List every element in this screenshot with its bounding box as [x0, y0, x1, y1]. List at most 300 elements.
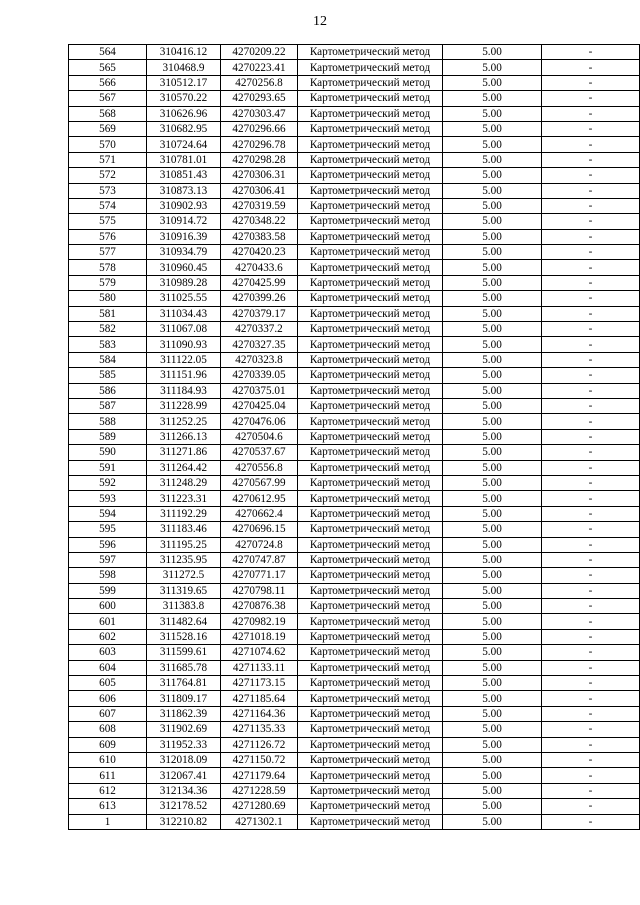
method-cell: Картометрический метод: [298, 522, 443, 537]
method-cell: Картометрический метод: [298, 645, 443, 660]
method-cell: Картометрический метод: [298, 183, 443, 198]
y-coordinate-cell: 4270383.58: [221, 229, 298, 244]
x-coordinate-cell: 311482.64: [147, 614, 221, 629]
point-number-cell: 573: [69, 183, 147, 198]
table-row: [69, 460, 640, 475]
note-cell: -: [542, 629, 640, 644]
table-row: [69, 799, 640, 814]
note-cell: -: [542, 137, 640, 152]
y-coordinate-cell: 4271185.64: [221, 691, 298, 706]
method-cell: Картометрический метод: [298, 660, 443, 675]
y-coordinate-cell: 4270612.95: [221, 491, 298, 506]
y-coordinate-cell: 4270476.06: [221, 414, 298, 429]
method-cell: Картометрический метод: [298, 629, 443, 644]
x-coordinate-cell: 311195.25: [147, 537, 221, 552]
note-cell: -: [542, 460, 640, 475]
x-coordinate-cell: 310781.01: [147, 152, 221, 167]
accuracy-cell: 5.00: [443, 737, 542, 752]
point-number-cell: 566: [69, 75, 147, 90]
point-number-cell: 584: [69, 352, 147, 367]
note-cell: -: [542, 152, 640, 167]
table-row: [69, 783, 640, 798]
accuracy-cell: 5.00: [443, 429, 542, 444]
table-row: [69, 291, 640, 306]
accuracy-cell: 5.00: [443, 691, 542, 706]
table-row: [69, 645, 640, 660]
y-coordinate-cell: 4270319.59: [221, 198, 298, 213]
method-cell: Картометрический метод: [298, 245, 443, 260]
y-coordinate-cell: 4270724.8: [221, 537, 298, 552]
accuracy-cell: 5.00: [443, 537, 542, 552]
accuracy-cell: 5.00: [443, 398, 542, 413]
table-row: [69, 398, 640, 413]
table-row: [69, 275, 640, 290]
y-coordinate-cell: 4270798.11: [221, 583, 298, 598]
point-number-cell: 574: [69, 198, 147, 213]
note-cell: -: [542, 414, 640, 429]
note-cell: -: [542, 75, 640, 90]
point-number-cell: 612: [69, 783, 147, 798]
note-cell: -: [542, 768, 640, 783]
table-row: [69, 106, 640, 121]
x-coordinate-cell: 311952.33: [147, 737, 221, 752]
accuracy-cell: 5.00: [443, 245, 542, 260]
y-coordinate-cell: 4270323.8: [221, 352, 298, 367]
x-coordinate-cell: 311862.39: [147, 706, 221, 721]
accuracy-cell: 5.00: [443, 106, 542, 121]
x-coordinate-cell: 312134.36: [147, 783, 221, 798]
method-cell: Картометрический метод: [298, 506, 443, 521]
y-coordinate-cell: 4271150.72: [221, 752, 298, 767]
method-cell: Картометрический метод: [298, 414, 443, 429]
x-coordinate-cell: 310916.39: [147, 229, 221, 244]
table-row: [69, 45, 640, 60]
y-coordinate-cell: 4271173.15: [221, 676, 298, 691]
note-cell: -: [542, 352, 640, 367]
y-coordinate-cell: 4271302.1: [221, 814, 298, 829]
y-coordinate-cell: 4270375.01: [221, 383, 298, 398]
point-number-cell: 564: [69, 45, 147, 60]
x-coordinate-cell: 311319.65: [147, 583, 221, 598]
note-cell: -: [542, 676, 640, 691]
table-row: [69, 722, 640, 737]
accuracy-cell: 5.00: [443, 552, 542, 567]
accuracy-cell: 5.00: [443, 460, 542, 475]
table-row: [69, 352, 640, 367]
note-cell: -: [542, 121, 640, 136]
accuracy-cell: 5.00: [443, 676, 542, 691]
x-coordinate-cell: 312210.82: [147, 814, 221, 829]
note-cell: -: [542, 168, 640, 183]
table-row: [69, 583, 640, 598]
method-cell: Картометрический метод: [298, 260, 443, 275]
point-number-cell: 1: [69, 814, 147, 829]
y-coordinate-cell: 4271280.69: [221, 799, 298, 814]
point-number-cell: 580: [69, 291, 147, 306]
note-cell: -: [542, 429, 640, 444]
x-coordinate-cell: 312018.09: [147, 752, 221, 767]
y-coordinate-cell: 4270420.23: [221, 245, 298, 260]
x-coordinate-cell: 310416.12: [147, 45, 221, 60]
accuracy-cell: 5.00: [443, 768, 542, 783]
accuracy-cell: 5.00: [443, 706, 542, 721]
y-coordinate-cell: 4271228.59: [221, 783, 298, 798]
point-number-cell: 594: [69, 506, 147, 521]
accuracy-cell: 5.00: [443, 368, 542, 383]
table-row: [69, 260, 640, 275]
point-number-cell: 578: [69, 260, 147, 275]
accuracy-cell: 5.00: [443, 137, 542, 152]
note-cell: -: [542, 506, 640, 521]
method-cell: Картометрический метод: [298, 691, 443, 706]
method-cell: Картометрический метод: [298, 291, 443, 306]
x-coordinate-cell: 310570.22: [147, 91, 221, 106]
accuracy-cell: 5.00: [443, 291, 542, 306]
y-coordinate-cell: 4270306.31: [221, 168, 298, 183]
method-cell: Картометрический метод: [298, 198, 443, 213]
x-coordinate-cell: 311151.96: [147, 368, 221, 383]
method-cell: Картометрический метод: [298, 214, 443, 229]
accuracy-cell: 5.00: [443, 629, 542, 644]
x-coordinate-cell: 311067.08: [147, 322, 221, 337]
x-coordinate-cell: 311090.93: [147, 337, 221, 352]
method-cell: Картометрический метод: [298, 275, 443, 290]
note-cell: -: [542, 260, 640, 275]
x-coordinate-cell: 311228.99: [147, 398, 221, 413]
method-cell: Картометрический метод: [298, 337, 443, 352]
point-number-cell: 600: [69, 599, 147, 614]
note-cell: -: [542, 106, 640, 121]
note-cell: -: [542, 45, 640, 60]
accuracy-cell: 5.00: [443, 275, 542, 290]
note-cell: -: [542, 398, 640, 413]
table-row: [69, 660, 640, 675]
x-coordinate-cell: 311192.29: [147, 506, 221, 521]
y-coordinate-cell: 4271018.19: [221, 629, 298, 644]
x-coordinate-cell: 311685.78: [147, 660, 221, 675]
method-cell: Картометрический метод: [298, 460, 443, 475]
x-coordinate-cell: 310724.64: [147, 137, 221, 152]
y-coordinate-cell: 4270256.8: [221, 75, 298, 90]
note-cell: -: [542, 783, 640, 798]
accuracy-cell: 5.00: [443, 491, 542, 506]
y-coordinate-cell: 4270293.65: [221, 91, 298, 106]
x-coordinate-cell: 311902.69: [147, 722, 221, 737]
point-number-cell: 597: [69, 552, 147, 567]
point-number-cell: 587: [69, 398, 147, 413]
method-cell: Картометрический метод: [298, 45, 443, 60]
table-row: [69, 599, 640, 614]
x-coordinate-cell: 311122.05: [147, 352, 221, 367]
accuracy-cell: 5.00: [443, 475, 542, 490]
x-coordinate-cell: 311266.13: [147, 429, 221, 444]
note-cell: -: [542, 214, 640, 229]
method-cell: Картометрический метод: [298, 121, 443, 136]
accuracy-cell: 5.00: [443, 337, 542, 352]
point-number-cell: 592: [69, 475, 147, 490]
method-cell: Картометрический метод: [298, 491, 443, 506]
accuracy-cell: 5.00: [443, 229, 542, 244]
point-number-cell: 589: [69, 429, 147, 444]
note-cell: -: [542, 522, 640, 537]
table-row: [69, 614, 640, 629]
point-number-cell: 571: [69, 152, 147, 167]
y-coordinate-cell: 4270556.8: [221, 460, 298, 475]
method-cell: Картометрический метод: [298, 60, 443, 75]
coordinates-table: [68, 44, 640, 830]
point-number-cell: 607: [69, 706, 147, 721]
table-row: [69, 522, 640, 537]
accuracy-cell: 5.00: [443, 60, 542, 75]
y-coordinate-cell: 4270567.99: [221, 475, 298, 490]
accuracy-cell: 5.00: [443, 799, 542, 814]
y-coordinate-cell: 4271133.11: [221, 660, 298, 675]
point-number-cell: 603: [69, 645, 147, 660]
table-row: [69, 368, 640, 383]
accuracy-cell: 5.00: [443, 614, 542, 629]
note-cell: -: [542, 198, 640, 213]
table-row: [69, 676, 640, 691]
x-coordinate-cell: 311528.16: [147, 629, 221, 644]
y-coordinate-cell: 4270662.4: [221, 506, 298, 521]
point-number-cell: 565: [69, 60, 147, 75]
y-coordinate-cell: 4271126.72: [221, 737, 298, 752]
x-coordinate-cell: 311272.5: [147, 568, 221, 583]
x-coordinate-cell: 310902.93: [147, 198, 221, 213]
note-cell: -: [542, 645, 640, 660]
note-cell: -: [542, 368, 640, 383]
point-number-cell: 585: [69, 368, 147, 383]
x-coordinate-cell: 311264.42: [147, 460, 221, 475]
accuracy-cell: 5.00: [443, 75, 542, 90]
y-coordinate-cell: 4270296.78: [221, 137, 298, 152]
y-coordinate-cell: 4270537.67: [221, 445, 298, 460]
point-number-cell: 602: [69, 629, 147, 644]
accuracy-cell: 5.00: [443, 306, 542, 321]
y-coordinate-cell: 4270298.28: [221, 152, 298, 167]
table-row: [69, 245, 640, 260]
note-cell: -: [542, 537, 640, 552]
x-coordinate-cell: 310468.9: [147, 60, 221, 75]
y-coordinate-cell: 4270209.22: [221, 45, 298, 60]
note-cell: -: [542, 245, 640, 260]
table-row: [69, 168, 640, 183]
accuracy-cell: 5.00: [443, 783, 542, 798]
y-coordinate-cell: 4270876.38: [221, 599, 298, 614]
table-row: [69, 322, 640, 337]
table-row: [69, 429, 640, 444]
y-coordinate-cell: 4270747.87: [221, 552, 298, 567]
accuracy-cell: 5.00: [443, 121, 542, 136]
table-row: [69, 183, 640, 198]
point-number-cell: 588: [69, 414, 147, 429]
x-coordinate-cell: 311235.95: [147, 552, 221, 567]
point-number-cell: 598: [69, 568, 147, 583]
note-cell: -: [542, 475, 640, 490]
accuracy-cell: 5.00: [443, 722, 542, 737]
note-cell: -: [542, 814, 640, 829]
method-cell: Картометрический метод: [298, 106, 443, 121]
point-number-cell: 569: [69, 121, 147, 136]
table-row: [69, 768, 640, 783]
y-coordinate-cell: 4270223.41: [221, 60, 298, 75]
accuracy-cell: 5.00: [443, 414, 542, 429]
point-number-cell: 611: [69, 768, 147, 783]
point-number-cell: 570: [69, 137, 147, 152]
accuracy-cell: 5.00: [443, 583, 542, 598]
point-number-cell: 575: [69, 214, 147, 229]
point-number-cell: 609: [69, 737, 147, 752]
y-coordinate-cell: 4271135.33: [221, 722, 298, 737]
note-cell: -: [542, 322, 640, 337]
table-row: [69, 506, 640, 521]
point-number-cell: 595: [69, 522, 147, 537]
point-number-cell: 583: [69, 337, 147, 352]
point-number-cell: 591: [69, 460, 147, 475]
y-coordinate-cell: 4270696.15: [221, 522, 298, 537]
point-number-cell: 593: [69, 491, 147, 506]
accuracy-cell: 5.00: [443, 152, 542, 167]
note-cell: -: [542, 722, 640, 737]
method-cell: Картометрический метод: [298, 352, 443, 367]
note-cell: -: [542, 306, 640, 321]
accuracy-cell: 5.00: [443, 168, 542, 183]
note-cell: -: [542, 737, 640, 752]
y-coordinate-cell: 4270339.05: [221, 368, 298, 383]
x-coordinate-cell: 311183.46: [147, 522, 221, 537]
method-cell: Картометрический метод: [298, 706, 443, 721]
table-row: [69, 91, 640, 106]
point-number-cell: 590: [69, 445, 147, 460]
y-coordinate-cell: 4270433.6: [221, 260, 298, 275]
point-number-cell: 613: [69, 799, 147, 814]
table-row: [69, 475, 640, 490]
table-row: [69, 214, 640, 229]
note-cell: -: [542, 799, 640, 814]
accuracy-cell: 5.00: [443, 445, 542, 460]
method-cell: Картометрический метод: [298, 583, 443, 598]
method-cell: Картометрический метод: [298, 614, 443, 629]
point-number-cell: 579: [69, 275, 147, 290]
coordinates-table-body: [69, 45, 640, 830]
point-number-cell: 577: [69, 245, 147, 260]
y-coordinate-cell: 4270379.17: [221, 306, 298, 321]
note-cell: -: [542, 383, 640, 398]
y-coordinate-cell: 4271179.64: [221, 768, 298, 783]
table-row: [69, 60, 640, 75]
point-number-cell: 567: [69, 91, 147, 106]
accuracy-cell: 5.00: [443, 322, 542, 337]
x-coordinate-cell: 311764.81: [147, 676, 221, 691]
note-cell: -: [542, 445, 640, 460]
y-coordinate-cell: 4271164.36: [221, 706, 298, 721]
x-coordinate-cell: 310914.72: [147, 214, 221, 229]
method-cell: Картометрический метод: [298, 814, 443, 829]
method-cell: Картометрический метод: [298, 322, 443, 337]
table-row: [69, 691, 640, 706]
method-cell: Картометрический метод: [298, 737, 443, 752]
table-row: [69, 552, 640, 567]
y-coordinate-cell: 4271074.62: [221, 645, 298, 660]
y-coordinate-cell: 4270399.26: [221, 291, 298, 306]
x-coordinate-cell: 311223.31: [147, 491, 221, 506]
accuracy-cell: 5.00: [443, 214, 542, 229]
note-cell: -: [542, 706, 640, 721]
table-row: [69, 629, 640, 644]
note-cell: -: [542, 568, 640, 583]
x-coordinate-cell: 310989.28: [147, 275, 221, 290]
method-cell: Картометрический метод: [298, 722, 443, 737]
y-coordinate-cell: 4270306.41: [221, 183, 298, 198]
method-cell: Картометрический метод: [298, 91, 443, 106]
method-cell: Картометрический метод: [298, 368, 443, 383]
accuracy-cell: 5.00: [443, 352, 542, 367]
x-coordinate-cell: 312178.52: [147, 799, 221, 814]
note-cell: -: [542, 660, 640, 675]
table-row: [69, 198, 640, 213]
y-coordinate-cell: 4270303.47: [221, 106, 298, 121]
note-cell: -: [542, 229, 640, 244]
table-row: [69, 337, 640, 352]
note-cell: -: [542, 752, 640, 767]
table-row: [69, 706, 640, 721]
x-coordinate-cell: 311184.93: [147, 383, 221, 398]
method-cell: Картометрический метод: [298, 783, 443, 798]
accuracy-cell: 5.00: [443, 645, 542, 660]
x-coordinate-cell: 311599.61: [147, 645, 221, 660]
table-row: [69, 152, 640, 167]
y-coordinate-cell: 4270504.6: [221, 429, 298, 444]
table-row: [69, 814, 640, 829]
note-cell: -: [542, 599, 640, 614]
note-cell: -: [542, 183, 640, 198]
accuracy-cell: 5.00: [443, 522, 542, 537]
accuracy-cell: 5.00: [443, 506, 542, 521]
method-cell: Картометрический метод: [298, 168, 443, 183]
x-coordinate-cell: 310934.79: [147, 245, 221, 260]
note-cell: -: [542, 491, 640, 506]
method-cell: Картометрический метод: [298, 799, 443, 814]
point-number-cell: 606: [69, 691, 147, 706]
y-coordinate-cell: 4270771.17: [221, 568, 298, 583]
y-coordinate-cell: 4270425.04: [221, 398, 298, 413]
method-cell: Картометрический метод: [298, 445, 443, 460]
y-coordinate-cell: 4270425.99: [221, 275, 298, 290]
method-cell: Картометрический метод: [298, 676, 443, 691]
x-coordinate-cell: 312067.41: [147, 768, 221, 783]
method-cell: Картометрический метод: [298, 306, 443, 321]
note-cell: -: [542, 291, 640, 306]
y-coordinate-cell: 4270296.66: [221, 121, 298, 136]
method-cell: Картометрический метод: [298, 398, 443, 413]
point-number-cell: 596: [69, 537, 147, 552]
x-coordinate-cell: 311034.43: [147, 306, 221, 321]
table-row: [69, 737, 640, 752]
method-cell: Картометрический метод: [298, 552, 443, 567]
table-row: [69, 568, 640, 583]
accuracy-cell: 5.00: [443, 814, 542, 829]
point-number-cell: 581: [69, 306, 147, 321]
y-coordinate-cell: 4270337.2: [221, 322, 298, 337]
x-coordinate-cell: 311248.29: [147, 475, 221, 490]
method-cell: Картометрический метод: [298, 752, 443, 767]
note-cell: -: [542, 60, 640, 75]
point-number-cell: 605: [69, 676, 147, 691]
y-coordinate-cell: 4270982.19: [221, 614, 298, 629]
point-number-cell: 610: [69, 752, 147, 767]
table-row: [69, 752, 640, 767]
accuracy-cell: 5.00: [443, 260, 542, 275]
